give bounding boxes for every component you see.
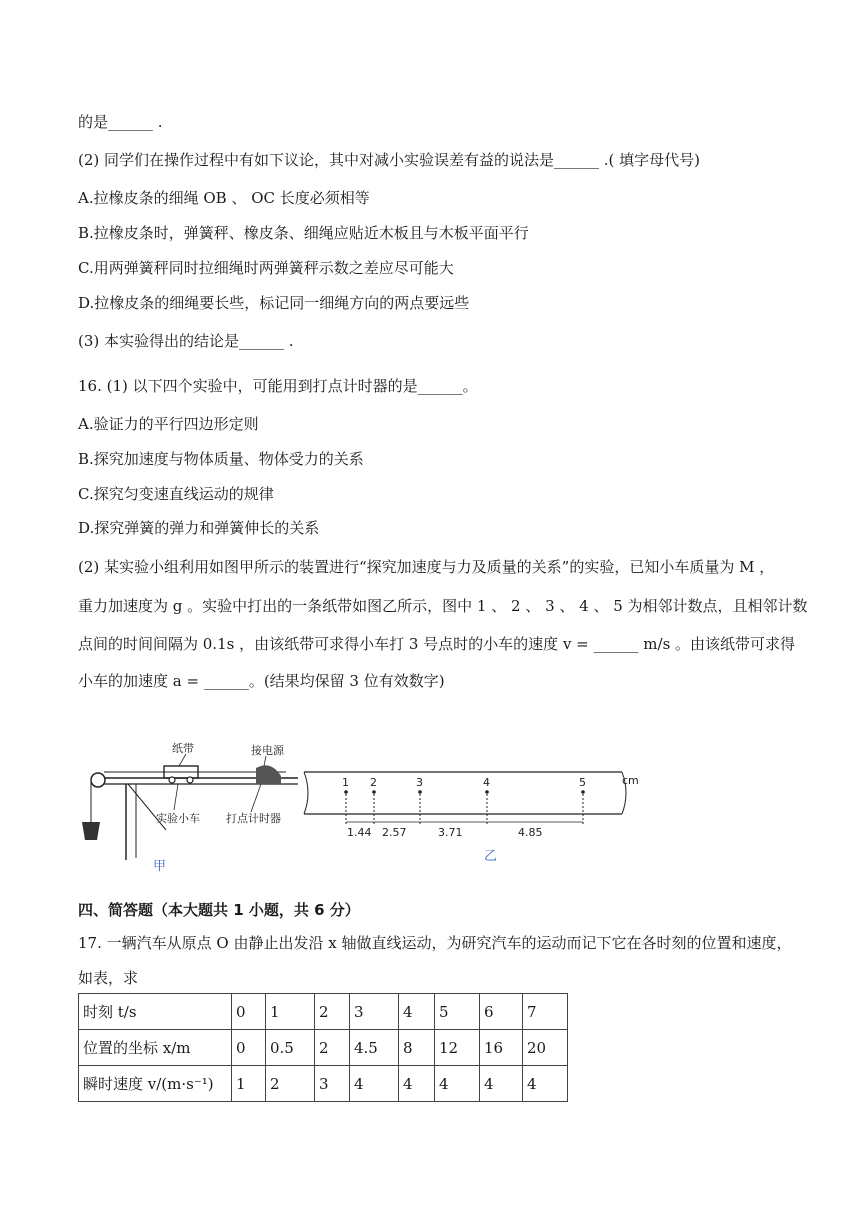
q16-option-c: C.探究匀变速直线运动的规律 [78, 485, 274, 503]
question-15-part-2: (2) 同学们在操作过程中有如下议论，其中对减小实验误差有益的说法是______ .( 填字母代号) [78, 151, 701, 169]
label-car: 实验小车 [156, 812, 200, 825]
question-16-part-2-line2: 重力加速度为 g 。实验中打出的一条纸带如图乙所示，图中 1 、 2 、 3 、 4 、 5 为相邻计数点，且相邻计数 [78, 597, 808, 615]
question-16-part-2-line4: 小车的加速度 a = ______。(结果均保留 3 位有效数字) [78, 672, 445, 690]
point-3 [416, 776, 423, 826]
option-d: D.拉橡皮条的细绳要长些，标记同一细绳方向的两点要远些 [78, 294, 470, 312]
q16-option-d: D.探究弹簧的弹力和弹簧伸长的关系 [78, 519, 320, 537]
table-cell: 7 [523, 994, 568, 1030]
question-16-part-1: 16. (1) 以下四个实验中，可能用到打点计时器的是______。 [78, 377, 478, 395]
gap-4-5: 4.85 [518, 826, 543, 839]
text-line-answer-blank: 的是______ . [78, 113, 163, 131]
table-cell: 1 [266, 994, 315, 1030]
row-header: 位置的坐标 x/m [79, 1030, 232, 1066]
table-cell: 16 [480, 1030, 523, 1066]
question-17-line2: 如表，求 [78, 969, 139, 987]
table-cell: 4 [350, 1066, 399, 1102]
option-a: A.拉橡皮条的细绳 OB 、 OC 长度必须相等 [78, 189, 370, 207]
figure-apparatus [76, 740, 301, 880]
table-cell: 2 [315, 994, 350, 1030]
label-power: 接电源 [251, 744, 284, 757]
question-15-part-3: (3) 本实验得出的结论是______ . [78, 332, 294, 350]
table-cell: 4 [480, 1066, 523, 1102]
data-table [78, 993, 568, 1102]
question-16-part-2-line1: (2) 某实验小组利用如图甲所示的装置进行“探究加速度与力及质量的关系”的实验，已知小车质量为 M ， [78, 558, 775, 576]
caption-yi: 乙 [484, 849, 498, 864]
point-2 [370, 776, 377, 826]
caption-jia: 甲 [153, 859, 167, 874]
q16-option-a: A.验证力的平行四边形定则 [78, 415, 259, 433]
table-cell: 0 [232, 994, 266, 1030]
row-header: 瞬时速度 v/(m·s⁻¹) [79, 1066, 232, 1102]
gap-2-3: 2.57 [382, 826, 407, 839]
table-cell: 6 [480, 994, 523, 1030]
svg-text:3: 3 [416, 776, 423, 789]
table-cell: 2 [315, 1030, 350, 1066]
table-row [79, 994, 568, 1030]
q16-option-b: B.探究加速度与物体质量、物体受力的关系 [78, 450, 364, 468]
point-4 [483, 776, 490, 826]
table-cell: 4.5 [350, 1030, 399, 1066]
table-cell: 5 [435, 994, 480, 1030]
table-cell: 12 [435, 1030, 480, 1066]
svg-text:2: 2 [370, 776, 377, 789]
gap-3-4: 3.71 [438, 826, 463, 839]
option-b: B.拉橡皮条时，弹簧秤、橡皮条、细绳应贴近木板且与木板平面平行 [78, 224, 529, 242]
table-cell: 0 [232, 1030, 266, 1066]
svg-text:4: 4 [483, 776, 490, 789]
table-row [79, 1066, 568, 1102]
row-header: 时刻 t/s [79, 994, 232, 1030]
figure-tape [300, 764, 639, 864]
table-cell: 0.5 [266, 1030, 315, 1066]
table-cell: 3 [315, 1066, 350, 1102]
option-c: C.用两弹簧秤同时拉细绳时两弹簧秤示数之差应尽可能大 [78, 259, 454, 277]
table-cell: 4 [523, 1066, 568, 1102]
question-17-line1: 17. 一辆汽车从原点 O 由静止出发沿 x 轴做直线运动，为研究汽车的运动而记下它在各时刻的位置和速度， [78, 934, 792, 952]
label-tape: 纸带 [172, 742, 194, 755]
table-cell: 20 [523, 1030, 568, 1066]
table-cell: 4 [435, 1066, 480, 1102]
gap-1-2: 1.44 [347, 826, 372, 839]
tape-unit: cm [622, 774, 639, 787]
table-cell: 2 [266, 1066, 315, 1102]
section-heading: 四、简答题（本大题共 1 小题，共 6 分） [78, 901, 360, 919]
point-5 [579, 776, 586, 826]
question-16-part-2-line3: 点间的时间间隔为 0.1s ，由该纸带可求得小车打 3 号点时的小车的速度 v = ______ m/s 。由该纸带可求得 [78, 635, 796, 653]
table-cell: 1 [232, 1066, 266, 1102]
table-cell: 3 [350, 994, 399, 1030]
label-timer: 打点计时器 [226, 812, 281, 825]
svg-text:1: 1 [342, 776, 349, 789]
svg-text:5: 5 [579, 776, 586, 789]
table-cell: 4 [399, 1066, 435, 1102]
point-1 [342, 776, 349, 826]
table-cell: 8 [399, 1030, 435, 1066]
table-cell: 4 [399, 994, 435, 1030]
table-row [79, 1030, 568, 1066]
